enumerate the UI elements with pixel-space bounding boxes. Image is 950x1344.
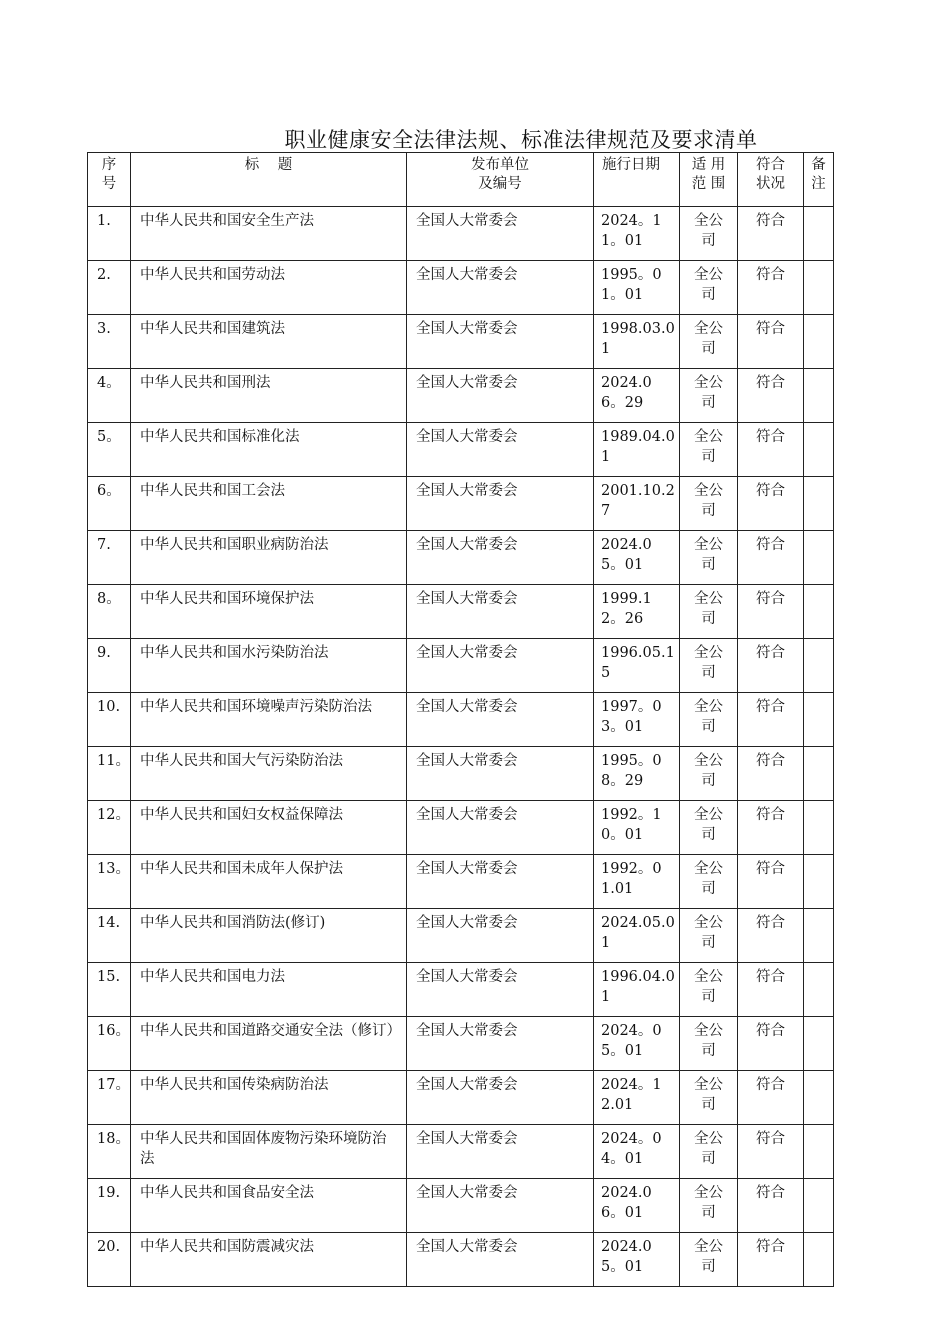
row-number: 1. — [88, 207, 131, 261]
row-issuer: 全国人大常委会 — [407, 639, 594, 693]
row-issuer: 全国人大常委会 — [407, 477, 594, 531]
row-issuer: 全国人大常委会 — [407, 261, 594, 315]
row-compliance: 符合 — [738, 315, 804, 369]
row-date: 2024。05。01 — [594, 1017, 680, 1071]
row-number: 3. — [88, 315, 131, 369]
row-scope: 全公司 — [680, 531, 738, 585]
table-row — [88, 1071, 834, 1125]
row-title: 中华人民共和国标准化法 — [131, 423, 407, 477]
table-row — [88, 207, 834, 261]
row-remark — [804, 801, 834, 855]
row-compliance: 符合 — [738, 1017, 804, 1071]
row-date: 2024。11。01 — [594, 207, 680, 261]
row-remark — [804, 1125, 834, 1179]
row-issuer: 全国人大常委会 — [407, 909, 594, 963]
row-scope: 全公司 — [680, 963, 738, 1017]
row-number: 20. — [88, 1233, 131, 1287]
row-remark — [804, 261, 834, 315]
row-remark — [804, 693, 834, 747]
table-row — [88, 909, 834, 963]
row-issuer: 全国人大常委会 — [407, 207, 594, 261]
header-scope: 适 用范 围 — [680, 153, 738, 207]
row-compliance: 符合 — [738, 855, 804, 909]
row-title: 中华人民共和国职业病防治法 — [131, 531, 407, 585]
table-row — [88, 747, 834, 801]
row-scope: 全公司 — [680, 369, 738, 423]
row-scope: 全公司 — [680, 261, 738, 315]
table-header-row — [88, 153, 834, 207]
row-remark — [804, 909, 834, 963]
row-issuer: 全国人大常委会 — [407, 747, 594, 801]
row-date: 1998.03.01 — [594, 315, 680, 369]
row-date: 2001.10.27 — [594, 477, 680, 531]
table-row — [88, 1017, 834, 1071]
header-title: 标 题 — [131, 153, 407, 207]
row-remark — [804, 531, 834, 585]
row-title: 中华人民共和国妇女权益保障法 — [131, 801, 407, 855]
row-title: 中华人民共和国安全生产法 — [131, 207, 407, 261]
row-compliance: 符合 — [738, 585, 804, 639]
table-row — [88, 1125, 834, 1179]
row-remark — [804, 585, 834, 639]
row-remark — [804, 1179, 834, 1233]
row-remark — [804, 423, 834, 477]
row-number: 11。 — [88, 747, 131, 801]
row-date: 2024.05.01 — [594, 909, 680, 963]
row-scope: 全公司 — [680, 1125, 738, 1179]
row-issuer: 全国人大常委会 — [407, 1017, 594, 1071]
row-number: 13。 — [88, 855, 131, 909]
row-issuer: 全国人大常委会 — [407, 963, 594, 1017]
row-title: 中华人民共和国工会法 — [131, 477, 407, 531]
row-issuer: 全国人大常委会 — [407, 693, 594, 747]
row-date: 2024。12.01 — [594, 1071, 680, 1125]
row-issuer: 全国人大常委会 — [407, 1071, 594, 1125]
header-date: 施行日期 — [594, 153, 680, 207]
row-number: 14. — [88, 909, 131, 963]
row-compliance: 符合 — [738, 369, 804, 423]
row-number: 15. — [88, 963, 131, 1017]
row-number: 9. — [88, 639, 131, 693]
row-scope: 全公司 — [680, 909, 738, 963]
row-remark — [804, 639, 834, 693]
row-compliance: 符合 — [738, 801, 804, 855]
row-date: 1989.04.01 — [594, 423, 680, 477]
row-scope: 全公司 — [680, 1071, 738, 1125]
table-row — [88, 639, 834, 693]
row-remark — [804, 1017, 834, 1071]
row-date: 2024。04。01 — [594, 1125, 680, 1179]
table-row — [88, 261, 834, 315]
table-row — [88, 423, 834, 477]
row-compliance: 符合 — [738, 477, 804, 531]
row-number: 2. — [88, 261, 131, 315]
row-compliance: 符合 — [738, 261, 804, 315]
table-row — [88, 693, 834, 747]
row-issuer: 全国人大常委会 — [407, 1233, 594, 1287]
row-number: 5。 — [88, 423, 131, 477]
header-compliance: 符合状况 — [738, 153, 804, 207]
row-remark — [804, 855, 834, 909]
table-row — [88, 801, 834, 855]
row-scope: 全公司 — [680, 423, 738, 477]
row-title: 中华人民共和国固体废物污染环境防治法 — [131, 1125, 407, 1179]
row-title: 中华人民共和国水污染防治法 — [131, 639, 407, 693]
row-remark — [804, 207, 834, 261]
document-title: 职业健康安全法律法规、标准法律规范及要求清单 — [284, 128, 758, 152]
row-issuer: 全国人大常委会 — [407, 1125, 594, 1179]
row-scope: 全公司 — [680, 639, 738, 693]
row-scope: 全公司 — [680, 477, 738, 531]
row-date: 1995。01。01 — [594, 261, 680, 315]
row-issuer: 全国人大常委会 — [407, 369, 594, 423]
row-remark — [804, 1233, 834, 1287]
table-row — [88, 585, 834, 639]
row-scope: 全公司 — [680, 207, 738, 261]
row-compliance: 符合 — [738, 423, 804, 477]
row-date: 2024.06。29 — [594, 369, 680, 423]
row-compliance: 符合 — [738, 1179, 804, 1233]
table-row — [88, 531, 834, 585]
row-date: 1992。01.01 — [594, 855, 680, 909]
row-issuer: 全国人大常委会 — [407, 315, 594, 369]
header-no: 序号 — [88, 153, 131, 207]
regulations-table — [87, 152, 834, 1287]
row-remark — [804, 477, 834, 531]
row-issuer: 全国人大常委会 — [407, 855, 594, 909]
row-issuer: 全国人大常委会 — [407, 423, 594, 477]
row-title: 中华人民共和国道路交通安全法（修订） — [131, 1017, 407, 1071]
row-compliance: 符合 — [738, 1125, 804, 1179]
row-title: 中华人民共和国环境噪声污染防治法 — [131, 693, 407, 747]
row-number: 4。 — [88, 369, 131, 423]
table-row — [88, 369, 834, 423]
row-date: 1995。08。29 — [594, 747, 680, 801]
row-title: 中华人民共和国建筑法 — [131, 315, 407, 369]
table-row — [88, 1233, 834, 1287]
row-scope: 全公司 — [680, 1179, 738, 1233]
row-number: 19. — [88, 1179, 131, 1233]
row-scope: 全公司 — [680, 315, 738, 369]
row-number: 17。 — [88, 1071, 131, 1125]
row-title: 中华人民共和国消防法(修订) — [131, 909, 407, 963]
row-compliance: 符合 — [738, 693, 804, 747]
row-number: 12。 — [88, 801, 131, 855]
row-number: 16。 — [88, 1017, 131, 1071]
row-scope: 全公司 — [680, 747, 738, 801]
row-compliance: 符合 — [738, 1071, 804, 1125]
row-remark — [804, 963, 834, 1017]
row-number: 6。 — [88, 477, 131, 531]
row-remark — [804, 315, 834, 369]
row-compliance: 符合 — [738, 207, 804, 261]
row-title: 中华人民共和国未成年人保护法 — [131, 855, 407, 909]
row-date: 1996.04.01 — [594, 963, 680, 1017]
row-date: 1997。03。01 — [594, 693, 680, 747]
row-number: 8。 — [88, 585, 131, 639]
row-title: 中华人民共和国食品安全法 — [131, 1179, 407, 1233]
row-issuer: 全国人大常委会 — [407, 585, 594, 639]
row-title: 中华人民共和国大气污染防治法 — [131, 747, 407, 801]
row-number: 10. — [88, 693, 131, 747]
row-title: 中华人民共和国电力法 — [131, 963, 407, 1017]
row-compliance: 符合 — [738, 963, 804, 1017]
row-title: 中华人民共和国刑法 — [131, 369, 407, 423]
row-number: 7. — [88, 531, 131, 585]
table-row — [88, 963, 834, 1017]
row-scope: 全公司 — [680, 855, 738, 909]
row-remark — [804, 747, 834, 801]
row-date: 2024.06。01 — [594, 1179, 680, 1233]
table-row — [88, 855, 834, 909]
row-date: 2024.05。01 — [594, 531, 680, 585]
row-compliance: 符合 — [738, 909, 804, 963]
row-scope: 全公司 — [680, 585, 738, 639]
row-date: 1992。10。01 — [594, 801, 680, 855]
row-issuer: 全国人大常委会 — [407, 531, 594, 585]
row-scope: 全公司 — [680, 1017, 738, 1071]
row-number: 18。 — [88, 1125, 131, 1179]
table-row — [88, 1179, 834, 1233]
header-issuer: 发布单位及编号 — [407, 153, 594, 207]
row-issuer: 全国人大常委会 — [407, 801, 594, 855]
row-remark — [804, 1071, 834, 1125]
row-title: 中华人民共和国防震减灾法 — [131, 1233, 407, 1287]
row-title: 中华人民共和国劳动法 — [131, 261, 407, 315]
row-remark — [804, 369, 834, 423]
row-issuer: 全国人大常委会 — [407, 1179, 594, 1233]
table-row — [88, 315, 834, 369]
row-scope: 全公司 — [680, 693, 738, 747]
row-compliance: 符合 — [738, 639, 804, 693]
row-compliance: 符合 — [738, 1233, 804, 1287]
header-remark: 备注 — [804, 153, 834, 207]
row-compliance: 符合 — [738, 531, 804, 585]
row-scope: 全公司 — [680, 1233, 738, 1287]
row-scope: 全公司 — [680, 801, 738, 855]
row-title: 中华人民共和国环境保护法 — [131, 585, 407, 639]
row-compliance: 符合 — [738, 747, 804, 801]
row-date: 2024.05。01 — [594, 1233, 680, 1287]
table-row — [88, 477, 834, 531]
row-date: 1996.05.15 — [594, 639, 680, 693]
row-date: 1999.12。26 — [594, 585, 680, 639]
row-title: 中华人民共和国传染病防治法 — [131, 1071, 407, 1125]
